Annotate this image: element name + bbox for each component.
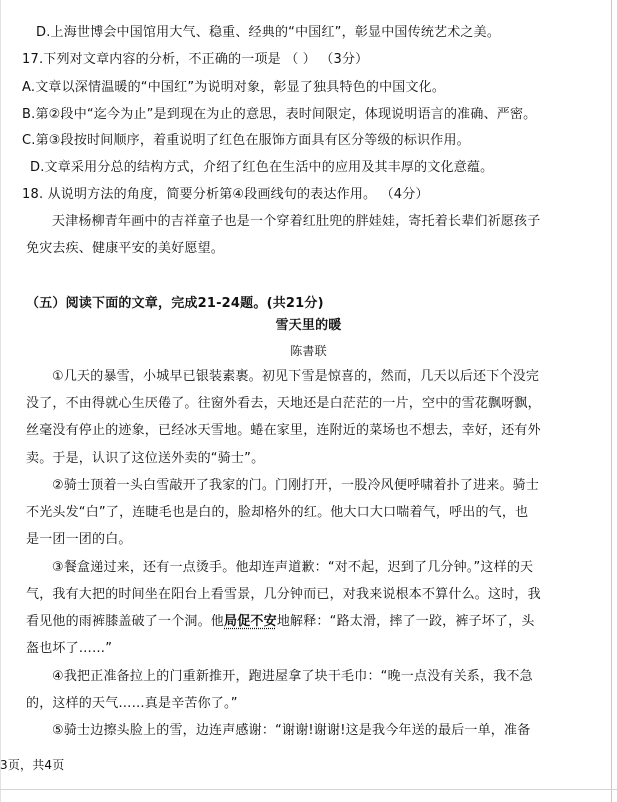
q17-option-a: A.文章以深情温暖的“中国红”为说明对象，彰显了独具特色的中国文化。 [22,80,446,95]
q17-stem: 17.下列对文章内容的分析，不正确的一项是 （ ） （3分） [22,52,369,67]
page-separator-line [0,789,617,790]
q17-option-b: B.第②段中“迄今为止”是到现在为止的意思，表时间限定，体现说明语言的准确、严密。 [22,107,537,122]
page-number-footer: 3页，共4页 [0,758,65,772]
q17-option-d: D.文章采用分总的结构方式，介绍了红色在生活中的应用及其丰厚的文化意蕴。 [30,160,494,175]
paragraph-4-line-1: ④我把正准备拉上的门重新推开，跑进屋拿了块干毛巾：“晚一点没有关系，我不急 [52,669,533,684]
paragraph-3-line-4: 盔也坏了……” [26,641,113,656]
paragraph-3-line-3-start: 看见他的雨裤膝盖破了一个洞。他 [26,614,225,629]
paragraph-5-line-1: ⑤骑士边擦头脸上的雪，边连声感谢：“谢谢!谢谢!这是我今年送的最后一单，准备 [52,723,531,738]
paragraph-3-line-3-end: 地解释：“路太滑，摔了一跤，裤子坏了，头 [276,614,535,629]
paragraph-3-line-3 [26,614,535,630]
paragraph-3-line-2: 气，我有大把的时间坐在阳台上看雪景，几分钟而已，对我来说根本不算什么。这时，我 [26,587,541,602]
left-page-edge [0,0,1,802]
paragraph-1-line-1: ①几天的暴雪，小城早已银装素裹。初见下雪是惊喜的，然而，几天以后还下个没完 [52,369,540,384]
right-page-edge [611,0,612,802]
paragraph-1-line-2: 没了，不由得就心生厌倦了。往窗外看去，天地还是白茫茫的一片，空中的雪花飘呀飘， [26,396,541,411]
paragraph-3-line-1: ③餐盒递过来，还有一点烫手。他却连声道歉：“对不起，迟到了几分钟。”这样的天 [52,560,534,575]
q18-passage-line-1: 天津杨柳青年画中的吉祥童子也是一个穿着红肚兜的胖娃娃，寄托着长辈们祈愿孩子 [52,214,541,229]
article-title: 雪天里的暖 [275,318,342,333]
article-author: 陈書联 [290,344,327,358]
paragraph-4-line-2: 的，这样的天气……真是辛苦你了。” [26,696,238,711]
paragraph-1-line-3: 丝毫没有停止的迹象，已经冰天雪地。蜷在家里，连附近的菜场也不想去，幸好，还有外 [26,423,541,438]
dotted-emphasis-word: 局促不安 [224,614,277,629]
q18-stem: 18. 从说明方法的角度，简要分析第④段画线句的表达作用。 （4分） [22,187,429,202]
q16-option-d: D.上海世博会中国馆用大气、稳重、经典的“中国红”，彰显中国传统艺术之美。 [36,25,501,40]
paragraph-1-line-4: 卖。于是，认识了这位送外卖的“骑士”。 [26,451,265,466]
paragraph-2-line-3: 是一团一团的白。 [26,532,132,547]
paragraph-2-line-2: 不光头发“白”了，连睫毛也是白的，脸却格外的红。他大口大口喘着气，呼出的气，也 [26,505,529,520]
q18-passage-line-2: 免灾去疾、健康平安的美好愿望。 [26,241,225,256]
section-heading: （五）阅读下面的文章，完成21-24题。(共21分) [26,296,324,311]
paragraph-2-line-1: ②骑士顶着一头白雪敲开了我家的门。门刚打开，一股冷风便呼啸着扑了进来。骑士 [52,478,540,493]
q17-option-c: C.第③段按时间顺序，着重说明了红色在服饰方面具有区分等级的标识作用。 [22,133,470,148]
